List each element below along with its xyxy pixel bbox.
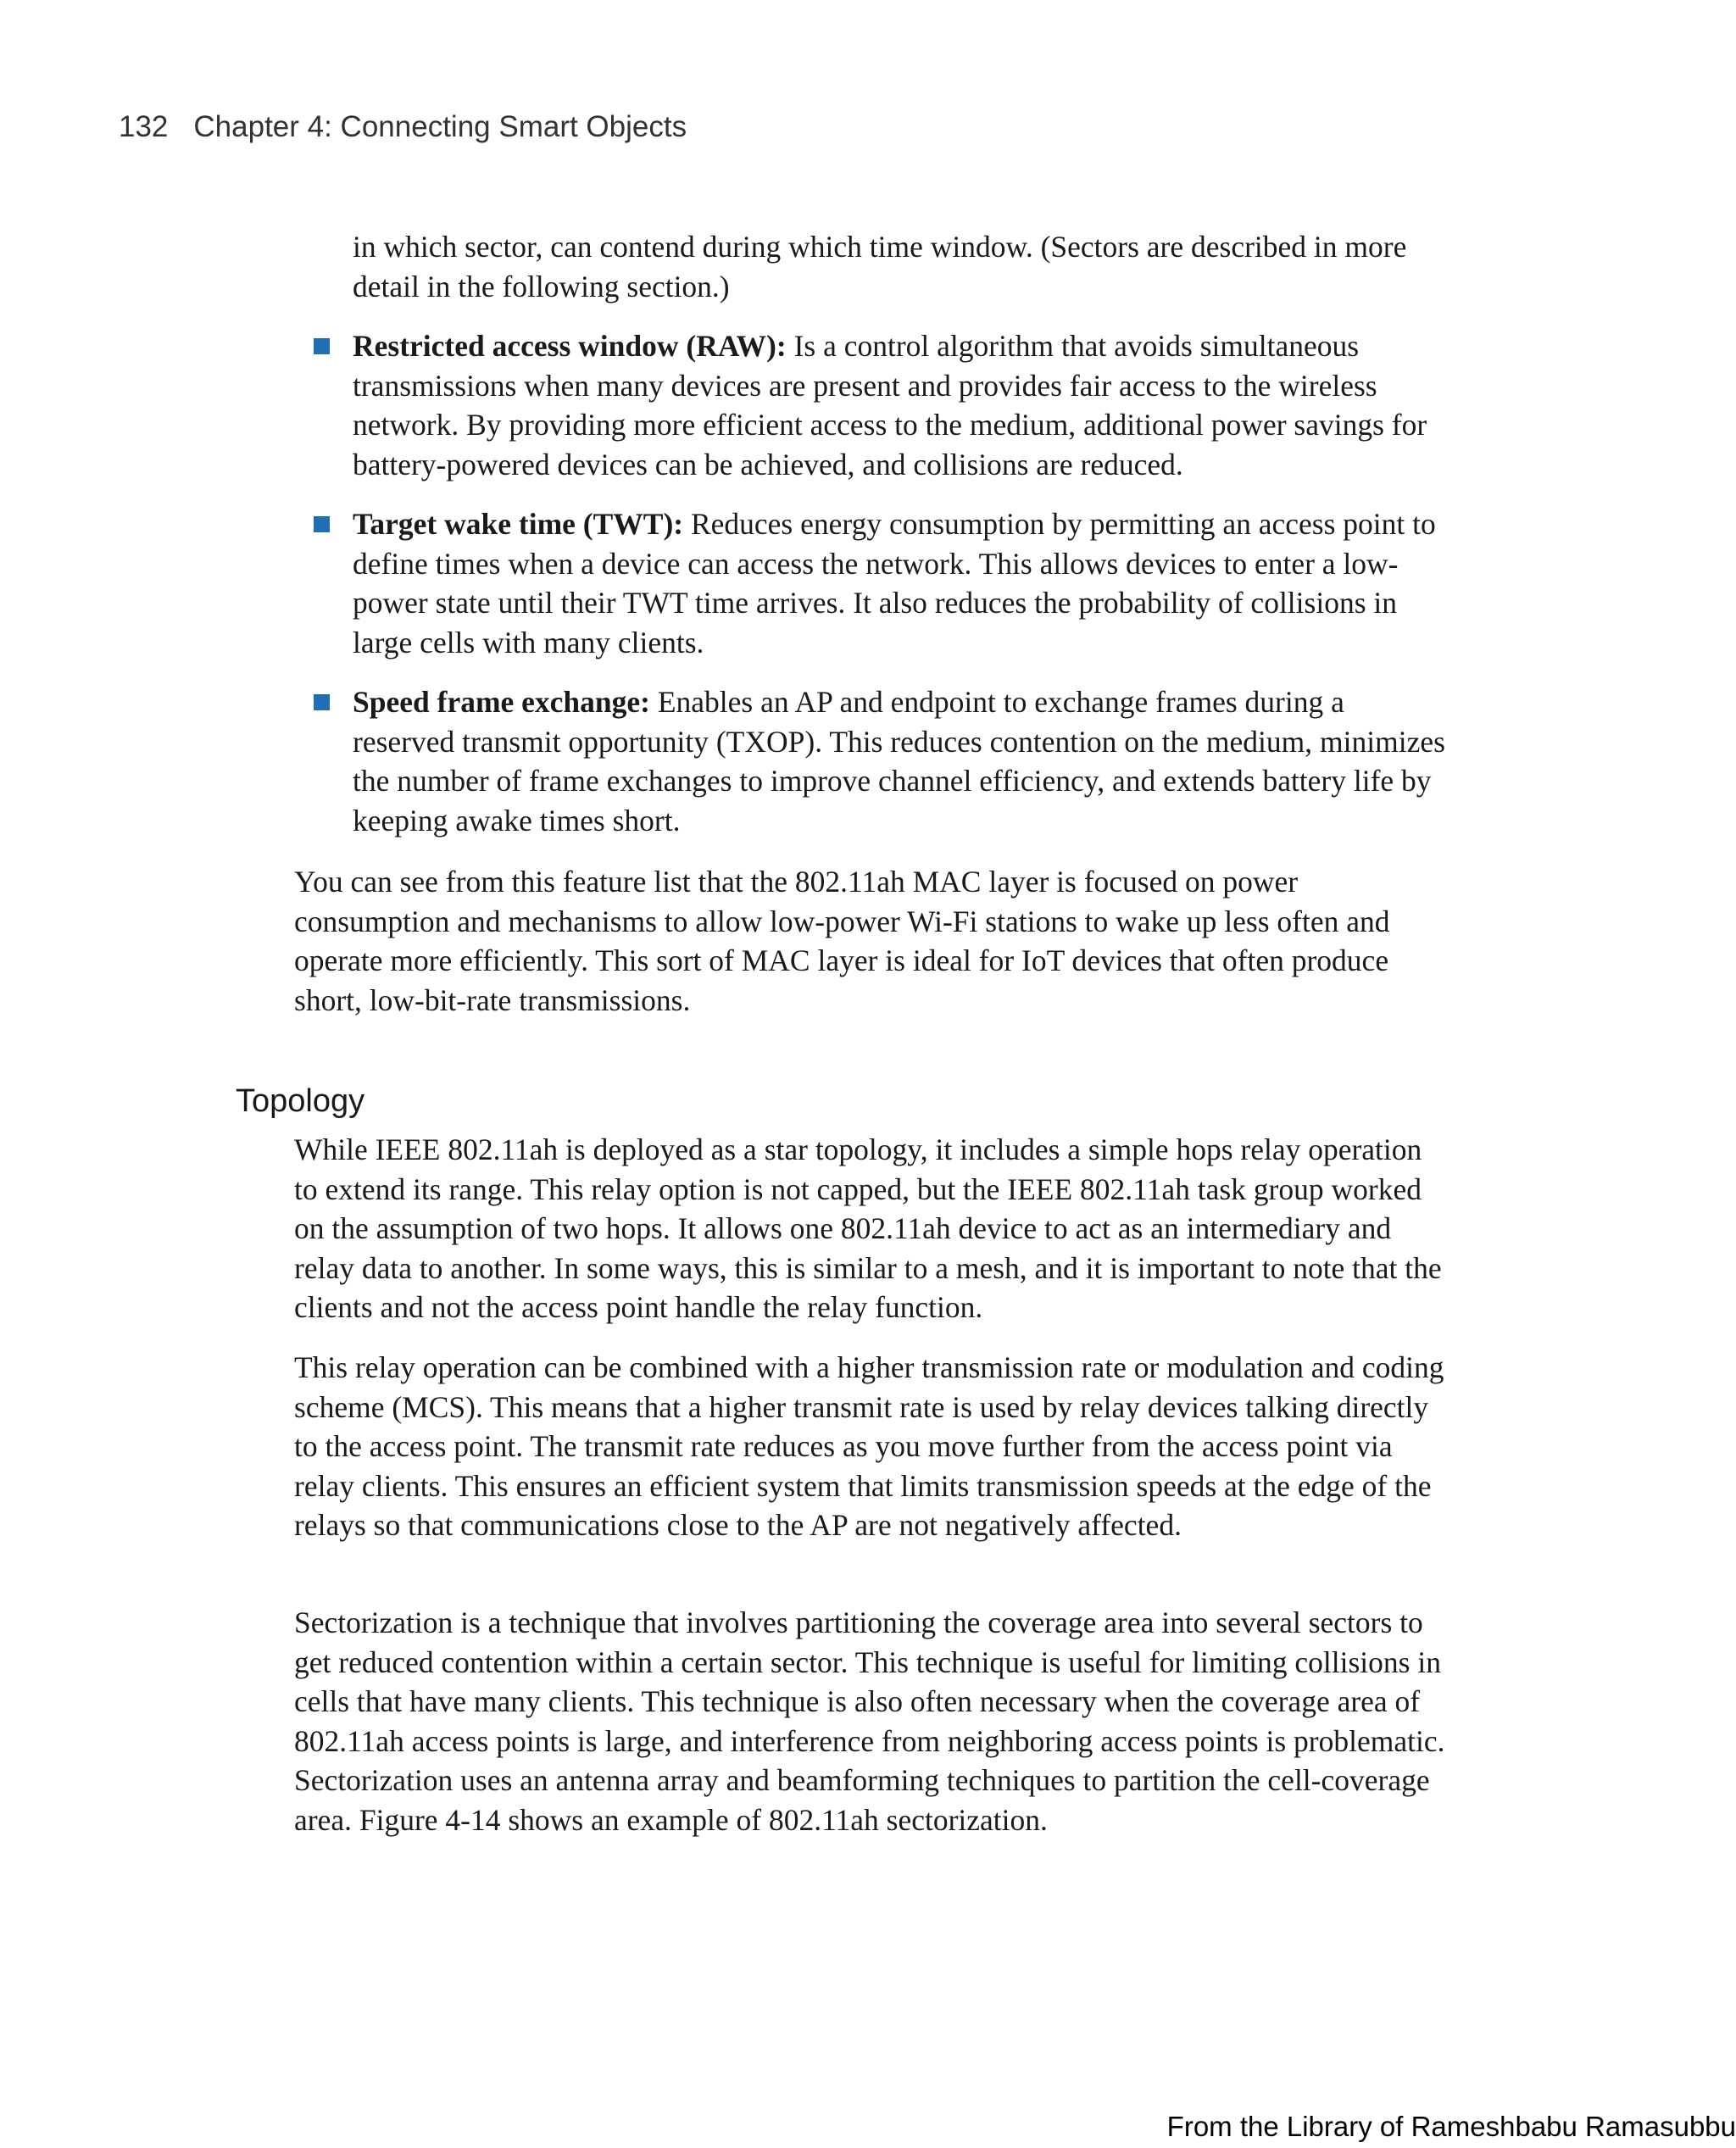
chapter-title: Chapter 4: Connecting Smart Objects — [193, 110, 687, 143]
bullet-item-twt — [305, 504, 1449, 662]
topology-paragraph-2: This relay operation can be combined with a higher transmission rate or modulation and coding scheme (MCS). This means that a higher transmit rate is used by relay devices talking directly to the access point. The transmit rate reduces as you move further from the access point via relay clients. This ensures an efficient system that limits transmission speeds at the edge of the relays so that communications close to the AP are not negatively affected. — [294, 1350, 1444, 1542]
bullet-item-raw — [305, 326, 1449, 484]
feature-bullet-list — [305, 326, 1449, 860]
bullet-text: Enables an AP and endpoint to exchange frames during a reserved transmit opportunity (TXOP). This reduces contention on the medium, minimizes the number of frame exchanges to improve channel efficiency, and extends battery life by keeping awake times short. — [353, 685, 1445, 837]
library-watermark: From the Library of Rameshbabu Ramasubbu — [1166, 2111, 1736, 2142]
section-heading-topology: Topology — [236, 1083, 365, 1119]
bullet-text: Reduces energy consumption by permitting an access point to define times when a device can access the network. This allows devices to enter a low-power state until their TWT time arrives. It also reduces the probability of collisions in large cells with many clients. — [353, 507, 1436, 659]
page-number: 132 — [119, 110, 169, 143]
bullet-square-icon — [314, 338, 330, 354]
bullet-square-icon — [314, 516, 330, 532]
bullet-continuation-text: in which sector, can contend during which time window. (Sectors are described in more detail in the following section.) — [353, 230, 1407, 303]
topology-paragraph-1: While IEEE 802.11ah is deployed as a star topology, it includes a simple hops relay operation to extend its range. This relay option is not capped, but the IEEE 802.11ah task group worked on the assumption of two hops. It allows one 802.11ah device to act as an intermediary and relay data to another. In some ways, this is similar to a mesh, and it is important to note that the clients and not the access point handle the relay function. — [294, 1132, 1442, 1324]
topology-paragraph-3: Sectorization is a technique that involves partitioning the coverage area into several sectors to get reduced contention within a certain sector. This technique is useful for limiting collisions in cells that have many clients. This technique is also often necessary when the coverage area of 802.11ah access points is large, and interference from neighboring access points is problematic. Sectorization uses an antenna array and beamforming techniques to partition the cell-coverage area. Figure 4-14 shows an example of 802.11ah sectorization. — [294, 1605, 1445, 1837]
bullet-term: Target wake time (TWT): — [353, 507, 684, 541]
bullet-item-speed-frame — [305, 682, 1449, 840]
bullet-square-icon — [314, 694, 330, 710]
summary-paragraph: You can see from this feature list that the 802.11ah MAC layer is focused on power consumption and mechanisms to allow low-power Wi-Fi stations to wake up less often and operate more efficiently. This sort of MAC layer is ideal for IoT devices that often produce short, low-bit-rate transmissions. — [294, 865, 1390, 1017]
bullet-term: Restricted access window (RAW): — [353, 329, 787, 363]
running-header — [119, 110, 687, 144]
bullet-term: Speed frame exchange: — [353, 685, 650, 719]
bullet-text: Is a control algorithm that avoids simultaneous transmissions when many devices are present and provides fair access to the wireless network. By providing more efficient access to the medium, additional power savings for battery-powered devices can be achieved, and collisions are reduced. — [353, 329, 1427, 481]
